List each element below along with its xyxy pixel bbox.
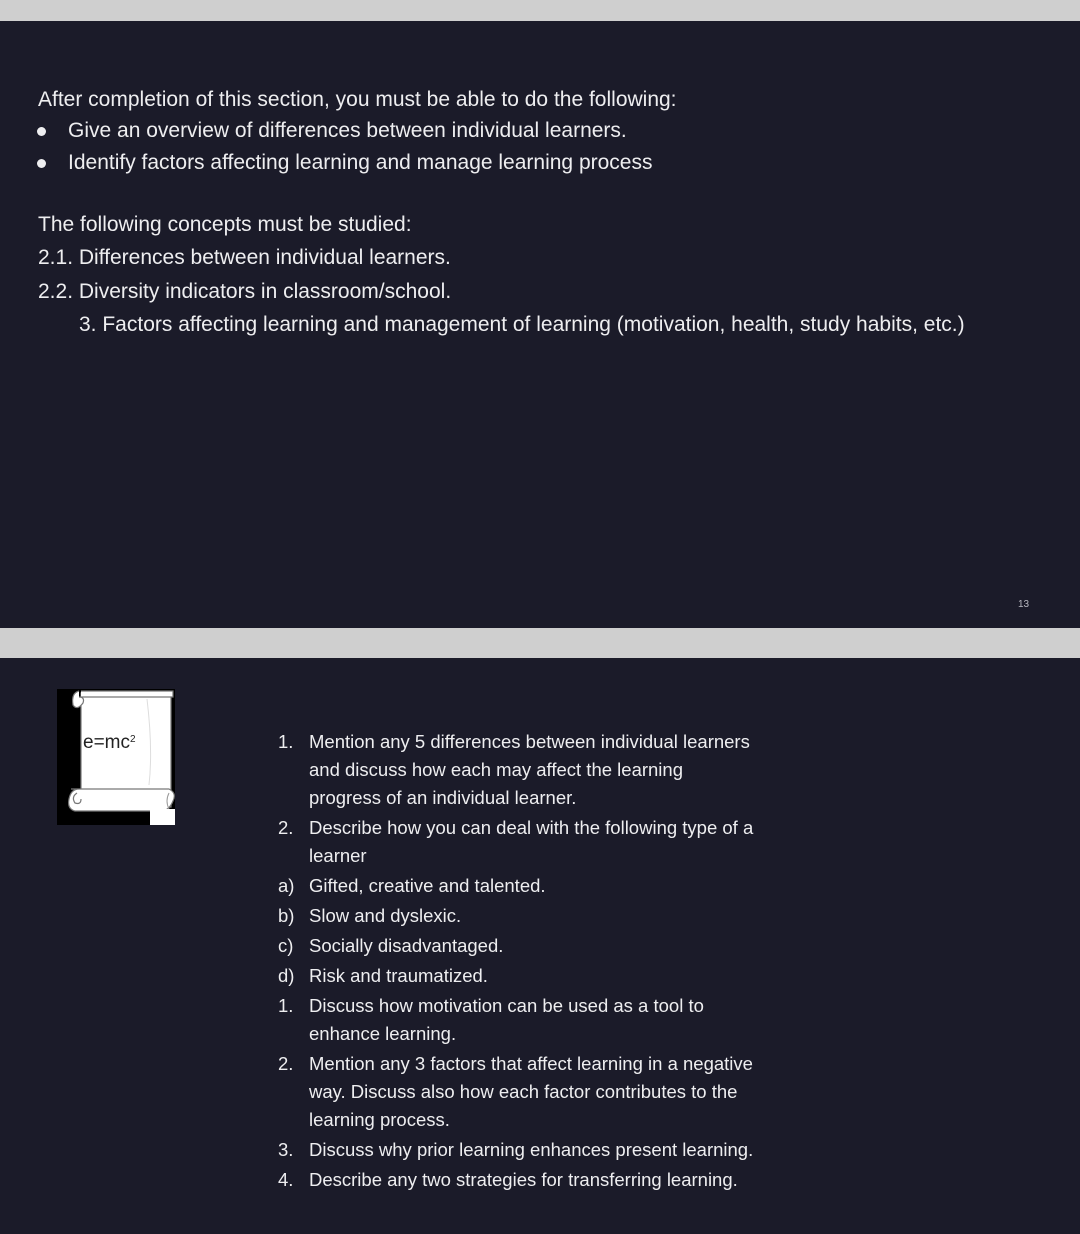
page-number: 13 bbox=[1018, 599, 1030, 610]
question-number: b) bbox=[278, 905, 295, 926]
question-text-line: learning process. bbox=[309, 1109, 450, 1130]
bullet-icon bbox=[37, 159, 46, 168]
question-item bbox=[278, 932, 838, 960]
outcome-item: Give an overview of differences between individual learners. bbox=[68, 119, 627, 142]
question-text-line: progress of an individual learner. bbox=[309, 787, 577, 808]
question-item bbox=[278, 1166, 838, 1194]
question-item bbox=[278, 728, 838, 812]
concepts-heading: The following concepts must be studied: bbox=[38, 213, 412, 236]
question-text-line: Socially disadvantaged. bbox=[309, 935, 504, 956]
question-number: 4. bbox=[278, 1169, 294, 1190]
scroll-icon bbox=[57, 689, 175, 825]
bullet-icon bbox=[37, 127, 46, 136]
image-edge bbox=[150, 809, 175, 825]
intro-text: After completion of this section, you must be able to do the following: bbox=[38, 88, 677, 111]
question-text-line: Mention any 3 factors that affect learning in a negative bbox=[309, 1053, 753, 1074]
question-item bbox=[278, 872, 838, 900]
page-1 bbox=[0, 21, 1080, 628]
outcome-item: Identify factors affecting learning and manage learning process bbox=[68, 151, 653, 174]
question-text-line: learner bbox=[309, 845, 367, 866]
question-number: 2. bbox=[278, 1053, 294, 1074]
concept-item: 2.1. Differences between individual learners. bbox=[38, 246, 451, 269]
question-text-line: way. Discuss also how each factor contributes to the bbox=[309, 1081, 738, 1102]
question-text-line: Describe any two strategies for transferring learning. bbox=[309, 1169, 738, 1190]
question-item bbox=[278, 902, 838, 930]
question-number: 1. bbox=[278, 995, 294, 1016]
question-number: d) bbox=[278, 965, 295, 986]
question-item bbox=[278, 992, 838, 1048]
page-2 bbox=[0, 658, 1080, 1234]
question-text-line: Describe how you can deal with the following type of a bbox=[309, 817, 754, 838]
question-text-line: enhance learning. bbox=[309, 1023, 457, 1044]
question-text-line: and discuss how each may affect the learning bbox=[309, 759, 683, 780]
question-number: 1. bbox=[278, 731, 294, 752]
question-number: 3. bbox=[278, 1139, 294, 1160]
question-number: 2. bbox=[278, 817, 294, 838]
question-text-line: Risk and traumatized. bbox=[309, 965, 488, 986]
question-item bbox=[278, 814, 838, 870]
question-number: c) bbox=[278, 935, 294, 956]
concept-item: 2.2. Diversity indicators in classroom/school. bbox=[38, 280, 452, 303]
question-item bbox=[278, 1050, 838, 1134]
scroll-formula-image bbox=[57, 689, 175, 825]
question-item bbox=[278, 1136, 838, 1164]
question-text-line: Slow and dyslexic. bbox=[309, 905, 462, 926]
formula-text: $e=mc^2$ bbox=[83, 732, 136, 753]
question-text-line: Discuss why prior learning enhances present learning. bbox=[309, 1139, 754, 1160]
concept-item: 3. Factors affecting learning and management of learning (motivation, health, study habits, etc.) bbox=[79, 313, 965, 336]
question-text-line: Gifted, creative and talented. bbox=[309, 875, 546, 896]
question-number: a) bbox=[278, 875, 295, 896]
question-text-line: Mention any 5 differences between individual learners bbox=[309, 731, 750, 752]
question-item bbox=[278, 962, 838, 990]
question-text-line: Discuss how motivation can be used as a tool to bbox=[309, 995, 704, 1016]
